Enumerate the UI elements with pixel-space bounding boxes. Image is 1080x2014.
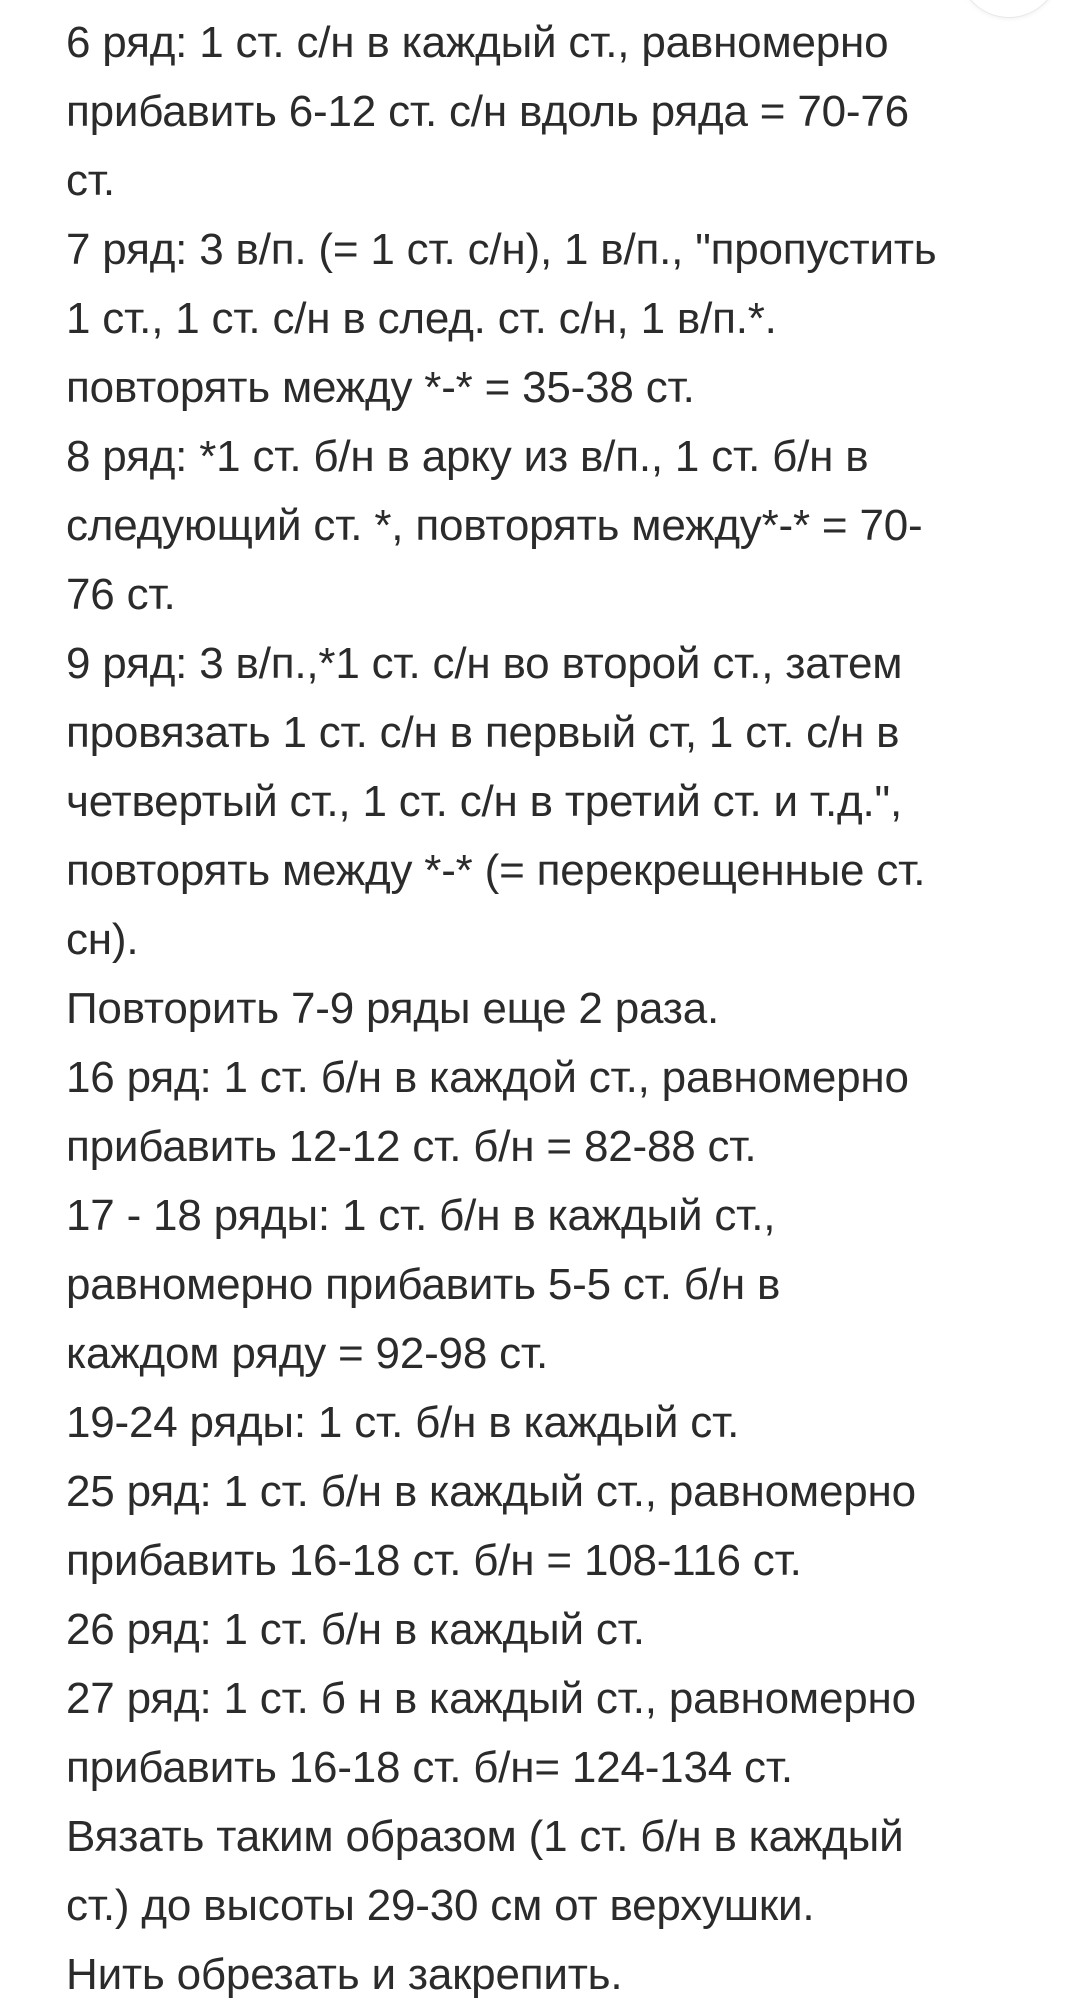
text-line: 27 ряд: 1 ст. б н в каждый ст., равномерно [66, 1674, 916, 1723]
text-line: 6 ряд: 1 ст. с/н в каждый ст., равномерно [66, 18, 889, 67]
text-line: следующий ст. *, повторять между*-* = 70- [66, 501, 923, 550]
text-line: 25 ряд: 1 ст. б/н в каждый ст., равномерно [66, 1467, 916, 1516]
text-line: Нить обрезать и закрепить. [66, 1950, 623, 1999]
text-line: каждом ряду = 92-98 ст. [66, 1329, 549, 1378]
pattern-text [66, 8, 1016, 2009]
text-line: 8 ряд: *1 ст. б/н в арку из в/п., 1 ст. б/н в [66, 432, 869, 481]
text-line: прибавить 12-12 ст. б/н = 82-88 ст. [66, 1122, 757, 1171]
text-line: повторять между *-* = 35-38 ст. [66, 363, 695, 412]
text-line: ст. [66, 156, 115, 205]
text-line: 9 ряд: 3 в/п.,*1 ст. с/н во второй ст., затем [66, 639, 903, 688]
text-line: 26 ряд: 1 ст. б/н в каждый ст. [66, 1605, 645, 1654]
text-line: повторять между *-* (= перекрещенные ст. [66, 846, 926, 895]
text-line: прибавить 6-12 ст. с/н вдоль ряда = 70-76 [66, 87, 909, 136]
text-line: равномерно прибавить 5-5 ст. б/н в [66, 1260, 781, 1309]
text-line: 76 ст. [66, 570, 176, 619]
text-line: 17 - 18 ряды: 1 ст. б/н в каждый ст., [66, 1191, 776, 1240]
text-line: 1 ст., 1 ст. с/н в след. ст. с/н, 1 в/п.*. [66, 294, 777, 343]
text-line: прибавить 16-18 ст. б/н= 124-134 ст. [66, 1743, 793, 1792]
text-line: 16 ряд: 1 ст. б/н в каждой ст., равномерно [66, 1053, 909, 1102]
text-line: провязать 1 ст. с/н в первый ст, 1 ст. с/н в [66, 708, 900, 757]
text-line: ст.) до высоты 29-30 см от верхушки. [66, 1881, 815, 1930]
text-line: сн). [66, 915, 139, 964]
text-line: Вязать таким образом (1 ст. б/н в каждый [66, 1812, 904, 1861]
text-line: Повторить 7-9 ряды еще 2 раза. [66, 984, 720, 1033]
text-line: 19-24 ряды: 1 ст. б/н в каждый ст. [66, 1398, 740, 1447]
text-line: четвертый ст., 1 ст. с/н в третий ст. и т.д.", [66, 777, 902, 826]
text-line: прибавить 16-18 ст. б/н = 108-116 ст. [66, 1536, 802, 1585]
text-line: 7 ряд: 3 в/п. (= 1 ст. с/н), 1 в/п., "пропустить [66, 225, 937, 274]
